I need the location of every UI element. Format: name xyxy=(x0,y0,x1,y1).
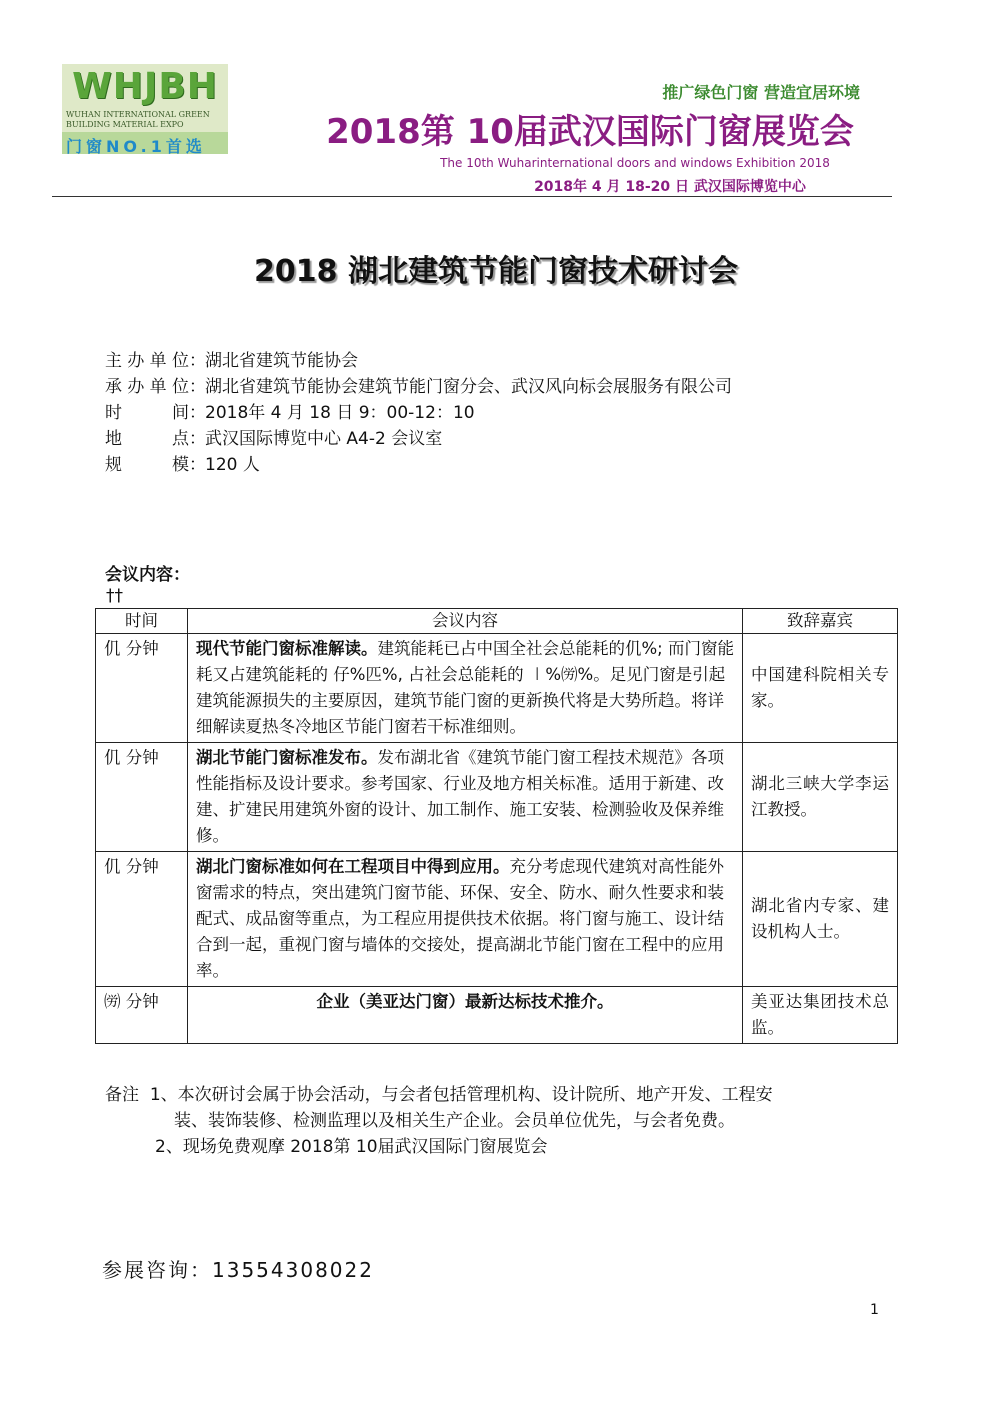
logo-text: WHJBH xyxy=(72,66,218,107)
row-guest: 湖北三峡大学李运江教授。 xyxy=(743,743,898,852)
document-title: 2018 湖北建筑节能门窗技术研讨会 xyxy=(254,254,738,289)
agenda-table xyxy=(95,608,898,1044)
info-label: 承办单位 xyxy=(105,377,189,397)
page-number: 1 xyxy=(870,1302,879,1318)
info-time: 时间：2018年 4 月 18 日 9：00-12：10 xyxy=(105,400,885,426)
note-item-1 xyxy=(105,1082,895,1108)
table-row xyxy=(96,634,898,743)
info-value: 湖北省建筑节能协会建筑节能门窗分会、武汉风向标会展服务有限公司 xyxy=(205,377,732,397)
header-divider xyxy=(52,196,892,197)
info-value: 2018年 4 月 18 日 9：00-12：10 xyxy=(205,403,475,423)
logo-subtitle: WUHAN INTERNATIONAL GREEN BUILDING MATERIAL EXPO xyxy=(66,110,210,129)
row-description: 建筑能耗已占中国全社会总能耗的仉%; 而门窗能耗又占建筑能耗的 仔%匹%, 占社会总能耗的 ㆐%㈸%。足见门窗是引起建筑能源损失的主要原因，建筑节能门窗的更新换代将是大势所趋。将详细解读夏热冬冷地区节能门窗若干标准细则。 xyxy=(196,639,734,736)
expo-title: 2018第 10届武汉国际门窗展览会 xyxy=(326,112,854,152)
table-row xyxy=(96,743,898,852)
note-item-1-continued: 装、装饰装修、检测监理以及相关生产企业。会员单位优先，与会者免费。 xyxy=(174,1111,735,1131)
expo-date: 2018年 4 月 18-20 日 武汉国际博览中心 xyxy=(534,179,806,195)
table-row xyxy=(96,987,898,1044)
info-label: 主办单位 xyxy=(105,351,189,371)
row-description: 发布湖北省《建筑节能门窗工程技术规范》各项性能指标及设计要求。参考国家、行业及地方相关标准。适用于新建、改建、扩建民用建筑外窗的设计、加工制作、施工安装、检测验收及保养维修。 xyxy=(196,748,724,845)
info-scale: 规模：120 人 xyxy=(105,452,885,478)
row-description: 充分考虑现代建筑对高性能外窗需求的特点，突出建筑门窗节能、环保、安全、防水、耐久性要求和装配式、成品窗等重点，为工程应用提供技术依据。将门窗与施工、设计结合到一起，重视门窗与墙体的交接处，提高湖北节能门窗在工程中的应用率。 xyxy=(196,857,724,980)
row-topic: 湖北门窗标准如何在工程项目中得到应用。 xyxy=(196,857,510,876)
row-content xyxy=(188,852,743,987)
info-label: 地点 xyxy=(105,429,189,449)
row-time: 仉 分钟 xyxy=(96,634,188,743)
note-item-2: 2、现场免费观摩 2018第 10届武汉国际门窗展览会 xyxy=(155,1137,548,1157)
row-time: 仉 分钟 xyxy=(96,852,188,987)
agenda-label: 会议内容： xyxy=(105,565,190,585)
row-content xyxy=(188,743,743,852)
expo-logo xyxy=(62,64,228,154)
expo-english-title: The 10th Wuharinternational doors and windows Exhibition 2018 xyxy=(440,156,830,170)
header-time: 时间 xyxy=(96,609,188,634)
info-label: 规模 xyxy=(105,455,189,475)
note-prefix: 备注 xyxy=(105,1085,139,1105)
row-content xyxy=(188,634,743,743)
row-time: 仉 分钟 xyxy=(96,743,188,852)
logo-strip-text: 门窗NO.1首选 xyxy=(66,137,206,154)
row-content xyxy=(188,987,743,1044)
slogan: 推广绿色门窗 营造宜居环境 xyxy=(662,83,860,102)
row-guest: 中国建科院相关专家。 xyxy=(743,634,898,743)
dagger-marks: †† xyxy=(106,586,123,606)
row-time: ㈸ 分钟 xyxy=(96,987,188,1044)
info-value: 湖北省建筑节能协会 xyxy=(205,351,358,371)
header-guest: 致辞嘉宾 xyxy=(743,609,898,634)
info-organizer: 主办单位：湖北省建筑节能协会 xyxy=(105,348,885,374)
info-value: 武汉国际博览中心 A4-2 会议室 xyxy=(205,429,443,449)
info-host: 承办单位：湖北省建筑节能协会建筑节能门窗分会、武汉风向标会展服务有限公司 xyxy=(105,374,885,400)
table-row xyxy=(96,852,898,987)
row-topic: 企业（美亚达门窗）最新达标技术推介。 xyxy=(316,992,614,1011)
info-label: 时间 xyxy=(105,403,189,423)
table-header-row xyxy=(96,609,898,634)
row-guest: 美亚达集团技术总监。 xyxy=(743,987,898,1044)
info-location: 地点：武汉国际博览中心 A4-2 会议室 xyxy=(105,426,885,452)
row-topic: 湖北节能门窗标准发布。 xyxy=(196,748,378,767)
row-topic: 现代节能门窗标准解读。 xyxy=(196,639,378,658)
header-content: 会议内容 xyxy=(188,609,743,634)
row-guest: 湖北省内专家、建设机构人士。 xyxy=(743,852,898,987)
info-value: 120 人 xyxy=(205,455,260,475)
note-text: 1、本次研讨会属于协会活动，与会者包括管理机构、设计院所、地产开发、工程安 xyxy=(149,1085,773,1105)
contact-info: 参展咨询：13554308022 xyxy=(102,1258,374,1282)
